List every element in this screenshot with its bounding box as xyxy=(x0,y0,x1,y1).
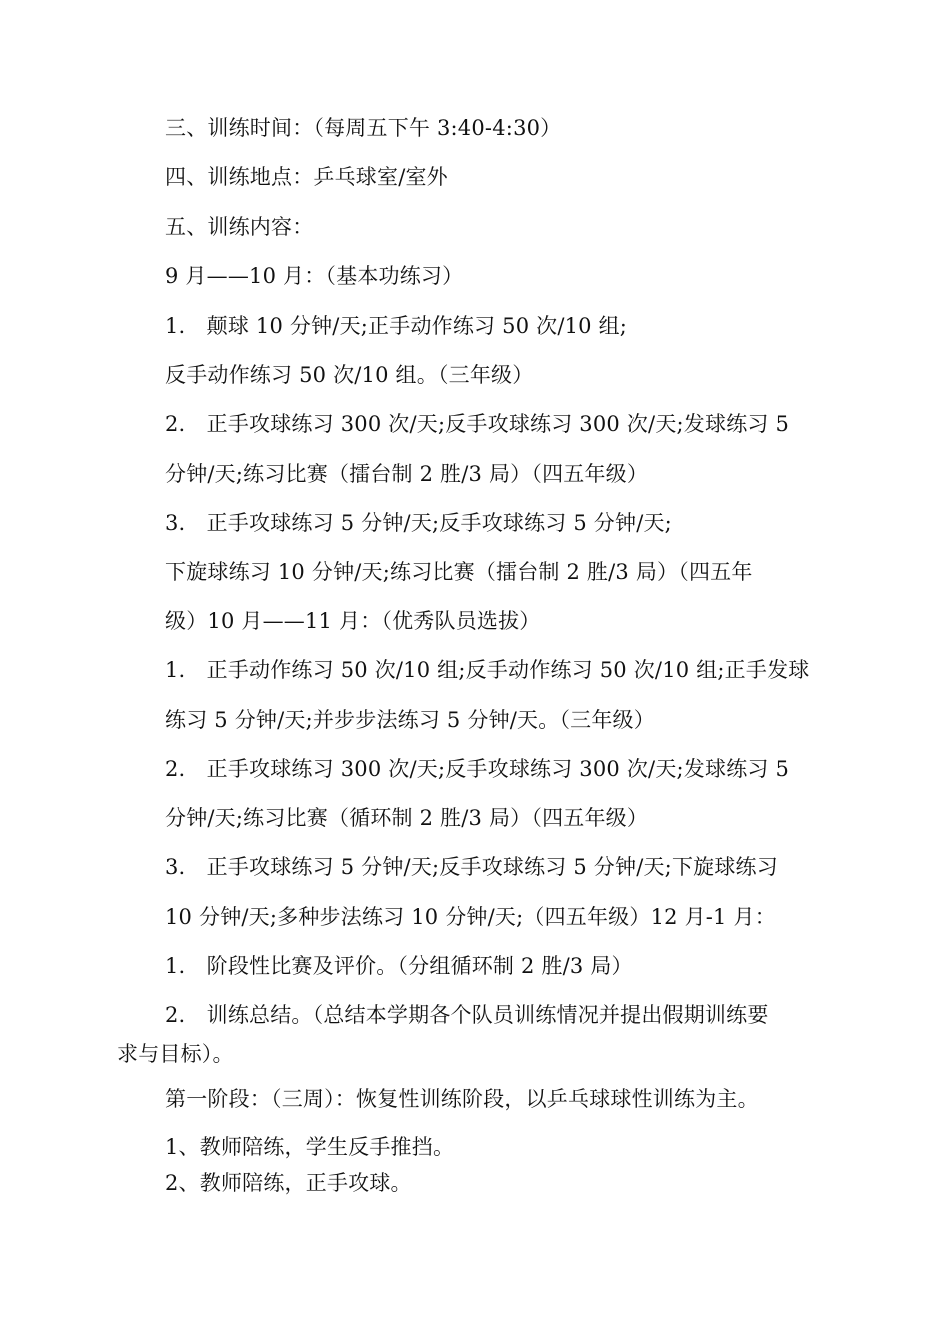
text-line: 2. 正手攻球练习 300 次/天;反手攻球练习 300 次/天;发球练习 5 xyxy=(165,412,790,436)
text-line: 四、训练地点：乒乓球室/室外 xyxy=(165,165,448,189)
text-line: 五、训练内容： xyxy=(165,215,314,239)
text-line: 1、教师陪练，学生反手推挡。 xyxy=(165,1135,455,1159)
text-line: 第一阶段：（三周）：恢复性训练阶段，以乒乓球球性训练为主。 xyxy=(165,1087,759,1111)
text-line: 2、教师陪练，正手攻球。 xyxy=(165,1171,412,1195)
text-line: 3. 正手攻球练习 5 分钟/天;反手攻球练习 5 分钟/天; xyxy=(165,511,672,535)
text-line: 求与目标）。 xyxy=(117,1042,234,1066)
text-line: 级）10 月——11 月：（优秀队员选拔） xyxy=(165,609,541,633)
text-line: 分钟/天;练习比赛（擂台制 2 胜/3 局）（四五年级） xyxy=(165,462,649,486)
text-line: 三、训练时间：（每周五下午 3:40-4:30） xyxy=(165,116,562,140)
text-line: 10 分钟/天;多种步法练习 10 分钟/天;（四五年级）12 月-1 月： xyxy=(165,905,776,929)
text-line: 分钟/天;练习比赛（循环制 2 胜/3 局）（四五年级） xyxy=(165,806,649,830)
text-line: 1. 颠球 10 分钟/天;正手动作练习 50 次/10 组; xyxy=(165,314,628,338)
text-line: 2. 正手攻球练习 300 次/天;反手攻球练习 300 次/天;发球练习 5 xyxy=(165,757,790,781)
text-line: 反手动作练习 50 次/10 组。（三年级） xyxy=(165,363,534,387)
text-line: 1. 正手动作练习 50 次/10 组;反手动作练习 50 次/10 组;正手发球 xyxy=(165,658,810,682)
text-line: 练习 5 分钟/天;并步步法练习 5 分钟/天。（三年级） xyxy=(165,708,655,732)
text-line: 2. 训练总结。（总结本学期各个队员训练情况并提出假期训练要 xyxy=(165,1003,769,1027)
text-line: 3. 正手攻球练习 5 分钟/天;反手攻球练习 5 分钟/天;下旋球练习 xyxy=(165,855,778,879)
text-line: 9 月——10 月：（基本功练习） xyxy=(165,264,464,288)
text-line: 下旋球练习 10 分钟/天;练习比赛（擂台制 2 胜/3 局）（四五年 xyxy=(165,560,753,584)
text-line: 1. 阶段性比赛及评价。（分组循环制 2 胜/3 局） xyxy=(165,954,633,978)
